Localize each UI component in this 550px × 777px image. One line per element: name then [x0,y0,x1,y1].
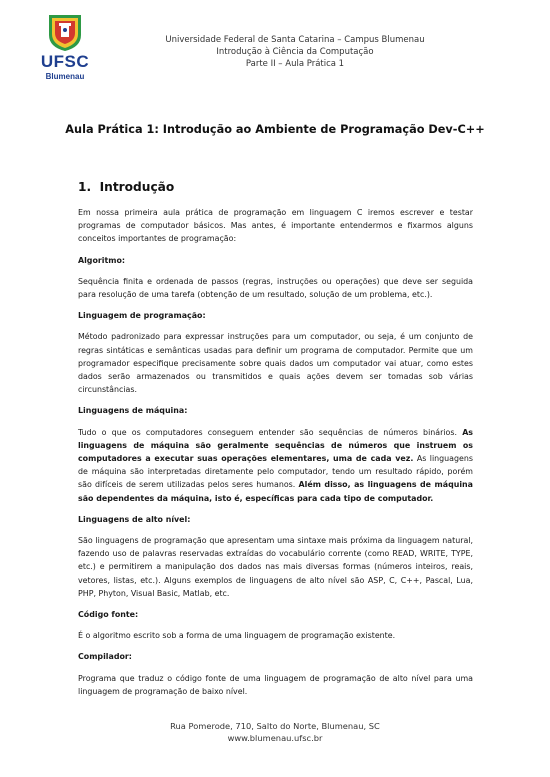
ufsc-logo [35,13,95,87]
term-definition: São linguagens de programação que apresentam uma sintaxe mais próxima da linguagem natural, fazendo uso de palavras reservadas extraídas do vocabulário corrente (como READ, WRITE, TYPE, etc.) e permitirem a manipulação dos dados nas mais diversas formas (números inteiros, reais, vetores, listas, etc.). Alguns exemplos de linguagens de alto nível são ASP, C, C++, Pascal, Lua, PHP, Phyton, Visual Basic, Matlab, etc. [78,536,473,598]
document-body [78,206,473,706]
term-heading: Linguagens de alto nível: [78,514,191,524]
term-definition [78,426,473,505]
document-footer [0,720,550,744]
intro-paragraph: Em nossa primeira aula prática de programação em linguagem C iremos escrever e testar programas de computador básicos. Mas antes, é importante entendermos e fixarmos alguns conceitos importantes de programação: [78,208,473,244]
term-heading: Linguagem de programação: [78,311,206,321]
term-heading: Algoritmo: [78,255,126,265]
term-heading: Linguagens de máquina: [78,406,188,416]
document-header [100,34,490,70]
term-definition: Método padronizado para expressar instruções para um computador, ou seja, é um conjunto de regras sintáticas e semânticas usadas para definir um programa de computador. Permite que um programador especifique precisamente sobre quais dados um computador vai atuar, como estes dados serão armazenados ou transmitidos e quais ações devem ser tomadas sob várias circunstâncias. [78,332,473,395]
term-heading: Compilador: [78,652,132,662]
definition-part: As linguagens de máquina são interpretadas diretamente pelo computador, tendo um resultado rápido, porém são difíceis de serem utilizadas pelos seres humanos. [78,454,473,490]
header-university: Universidade Federal de Santa Catarina – Campus Blumenau [165,35,425,45]
header-course: Introdução à Ciência da Computação [216,47,374,57]
term-definition: Programa que traduz o código fonte de uma linguagem de programação de alto nível para uma linguagem de programação de baixo nível. [78,673,473,696]
logo-campus: Blumenau [45,72,85,81]
document-title: Aula Prática 1: Introdução ao Ambiente de Programação Dev-C++ [65,123,485,136]
term-definition: É o algoritmo escrito sob a forma de uma linguagem de programação existente. [78,631,396,641]
section-title: Introdução [99,180,175,194]
term-heading: Código fonte: [78,610,139,620]
section-number: 1. [78,180,92,194]
definition-part: Tudo o que os computadores conseguem entender são sequências de números binários. [78,427,463,437]
footer-address: Rua Pomerode, 710, Salto do Norte, Blumenau, SC [170,721,380,731]
ufsc-crest-icon [35,13,95,53]
definition-emphasis: As linguagens de máquina são geralmente sequências de números que instruem os computadores a executar suas operações elementares, uma de cada vez. [78,427,473,464]
footer-website: www.blumenau.ufsc.br [227,733,323,743]
logo-wordmark: UFSC [40,52,90,71]
section-heading [78,180,174,194]
definition-emphasis: Além disso, as linguagens de máquina são dependentes da máquina, isto é, específicas para cada tipo de computador. [78,480,473,503]
header-part: Parte II – Aula Prática 1 [245,59,345,69]
term-definition: Sequência finita e ordenada de passos (regras, instruções ou operações) que deve ser seguida para resolução de uma tarefa (obtenção de um resultado, solução de um problema, etc.). [78,276,473,300]
